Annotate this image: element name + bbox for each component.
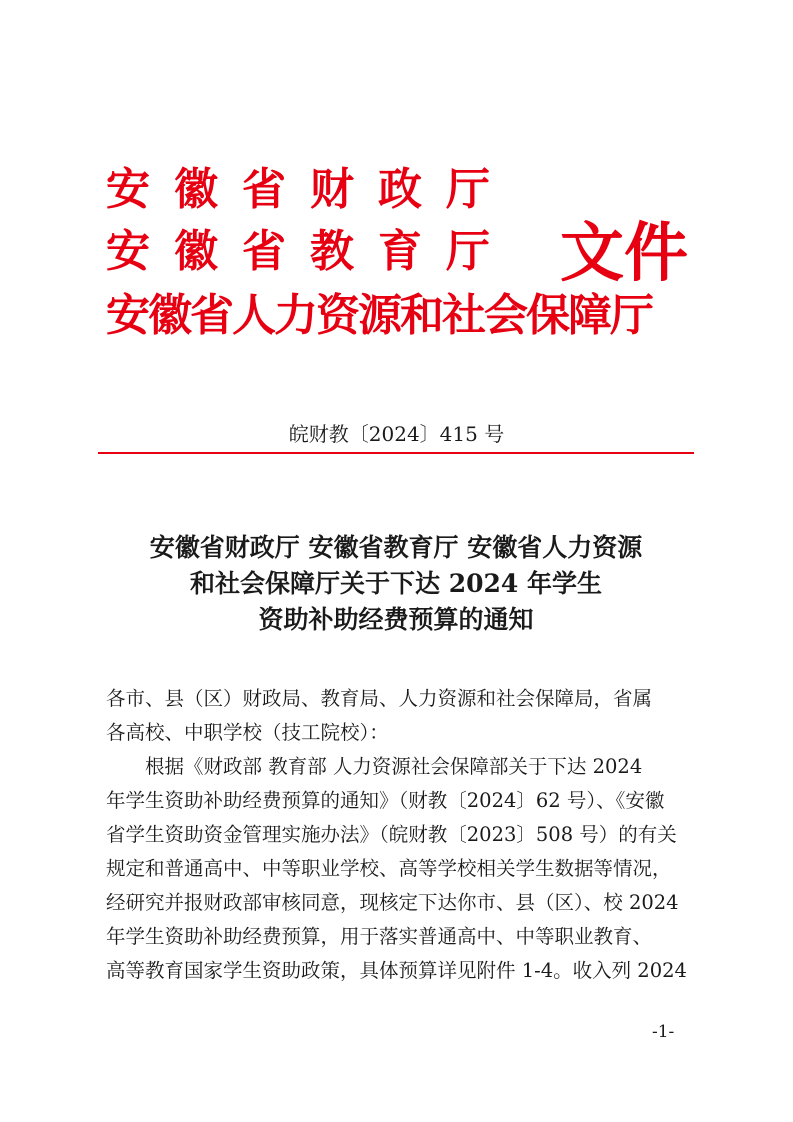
addressee-line: 各市、县（区）财政局、教育局、人力资源和社会保障局，省属 [106, 687, 653, 710]
title-line: 资助补助经费预算的通知 [258, 605, 534, 634]
addressee-line: 各高校、中职学校（技工院校）： [106, 721, 389, 744]
agency-name-hrss: 安徽省人力资源和社会保障厅 [106, 290, 652, 341]
paragraph-line: 根据《财政部 教育部 人力资源社会保障部关于下达 2024 [145, 755, 643, 778]
paragraph-line: 高等教育国家学生资助政策，具体预算详见附件 1-4。收入列 2024 [106, 959, 687, 982]
paragraph-line: 年学生资助补助经费预算的通知》（财教〔2024〕62 号）、《安徽 [106, 789, 665, 812]
document-number: 皖财教〔2024〕415 号 [288, 422, 505, 446]
document-title [96, 530, 696, 638]
paragraph-line: 省学生资助资金管理实施办法》（皖财教〔2023〕508 号）的有关 [106, 823, 677, 846]
red-divider-line [98, 452, 694, 454]
agency-name-education: 安徽省教育厅 [106, 226, 514, 277]
paragraph-line: 规定和普通高中、中等职业学校、高等学校相关学生数据等情况， [106, 857, 672, 880]
title-line: 安徽省财政厅 安徽省教育厅 安徽省人力资源 [149, 533, 643, 562]
page-number: -1- [652, 1022, 675, 1042]
document-header [106, 164, 706, 368]
agency-name-finance: 安徽省财政厅 [106, 164, 514, 215]
paragraph-line: 经研究并报财政部审核同意，现核定下达你市、县（区）、校 2024 [106, 891, 679, 914]
title-line: 和社会保障厅关于下达 2024 年学生 [190, 569, 602, 598]
paragraph-line: 年学生资助补助经费预算，用于落实普通高中、中等职业教育、 [106, 925, 653, 948]
document-label: 文件 [560, 216, 688, 291]
document-body [106, 682, 690, 988]
